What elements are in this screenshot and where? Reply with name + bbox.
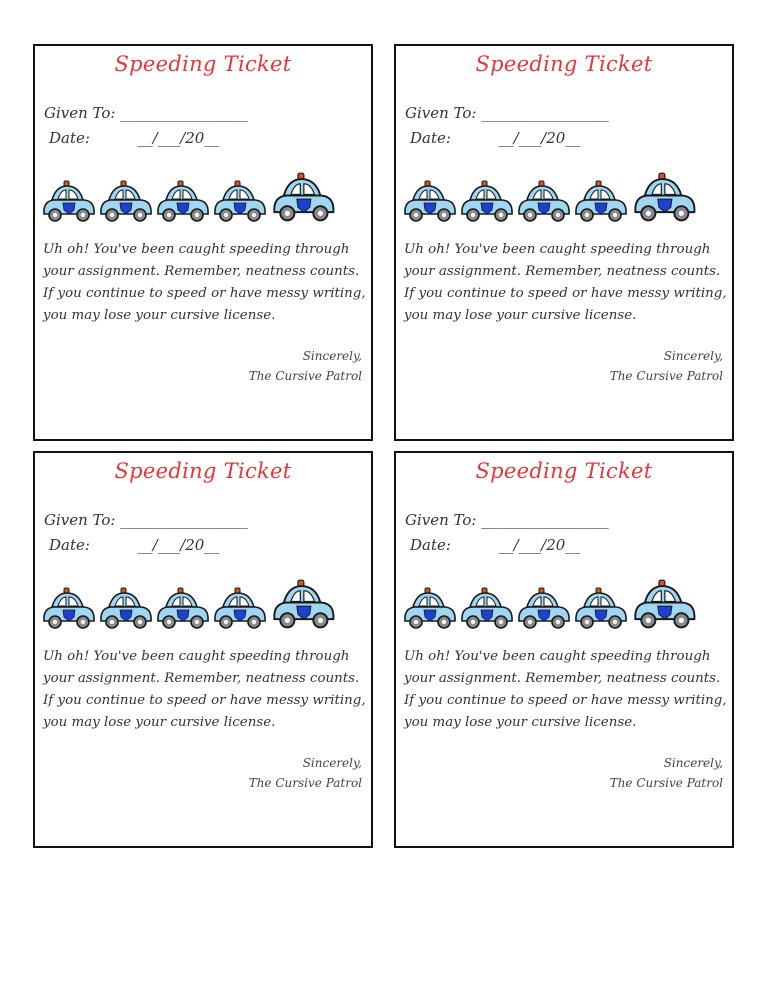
ticket-title: Speeding Ticket <box>475 52 653 76</box>
police-car-icon <box>158 588 208 628</box>
date-field: Date: __/___/20__ <box>49 536 220 554</box>
date-field: Date: __/___/20__ <box>410 129 581 147</box>
given-to-field: Given To: _________________ <box>405 511 609 529</box>
police-car-icon <box>101 588 151 628</box>
closing-sincerely: Sincerely, <box>302 756 362 770</box>
given-to-field: Given To: _________________ <box>44 104 248 122</box>
date-field: Date: __/___/20__ <box>410 536 581 554</box>
police-car-icon <box>215 181 265 221</box>
police-car-icon <box>405 588 455 628</box>
police-car-icon <box>462 181 512 221</box>
given-to-field: Given To: _________________ <box>44 511 248 529</box>
police-car-icon <box>274 173 333 220</box>
closing-sincerely: Sincerely, <box>302 349 362 363</box>
police-car-icon <box>405 181 455 221</box>
speeding-ticket-card <box>394 451 734 848</box>
signature-cursive-patrol: The Cursive Patrol <box>609 776 723 790</box>
police-car-icon <box>635 580 694 627</box>
police-car-row <box>42 577 342 631</box>
ticket-title: Speeding Ticket <box>475 459 653 483</box>
given-to-field: Given To: _________________ <box>405 104 609 122</box>
ticket-title: Speeding Ticket <box>114 459 292 483</box>
police-car-icon <box>519 588 569 628</box>
police-car-icon <box>519 181 569 221</box>
ticket-title: Speeding Ticket <box>114 52 292 76</box>
police-car-icon <box>101 181 151 221</box>
police-car-row <box>403 170 703 224</box>
ticket-message: Uh oh! You've been caught speeding through your assignment. Remember, neatness counts. If you continue to speed or have messy writing, you may lose your cursive license. <box>404 242 727 323</box>
police-car-icon <box>576 181 626 221</box>
date-field: Date: __/___/20__ <box>49 129 220 147</box>
ticket-message: Uh oh! You've been caught speeding through your assignment. Remember, neatness counts. If you continue to speed or have messy writing, you may lose your cursive license. <box>404 649 727 730</box>
police-car-row <box>403 577 703 631</box>
police-car-icon <box>576 588 626 628</box>
police-car-icon <box>462 588 512 628</box>
police-car-icon <box>158 181 208 221</box>
police-car-row <box>42 170 342 224</box>
signature-cursive-patrol: The Cursive Patrol <box>609 369 723 383</box>
signature-cursive-patrol: The Cursive Patrol <box>248 369 362 383</box>
speeding-ticket-card <box>394 44 734 441</box>
police-car-icon <box>44 181 94 221</box>
police-car-icon <box>215 588 265 628</box>
speeding-ticket-card <box>33 451 373 848</box>
ticket-message: Uh oh! You've been caught speeding through your assignment. Remember, neatness counts. If you continue to speed or have messy writing, you may lose your cursive license. <box>43 242 366 323</box>
signature-cursive-patrol: The Cursive Patrol <box>248 776 362 790</box>
police-car-icon <box>44 588 94 628</box>
police-car-icon <box>274 580 333 627</box>
closing-sincerely: Sincerely, <box>663 756 723 770</box>
ticket-message: Uh oh! You've been caught speeding through your assignment. Remember, neatness counts. If you continue to speed or have messy writing, you may lose your cursive license. <box>43 649 366 730</box>
closing-sincerely: Sincerely, <box>663 349 723 363</box>
police-car-icon <box>635 173 694 220</box>
speeding-ticket-card <box>33 44 373 441</box>
